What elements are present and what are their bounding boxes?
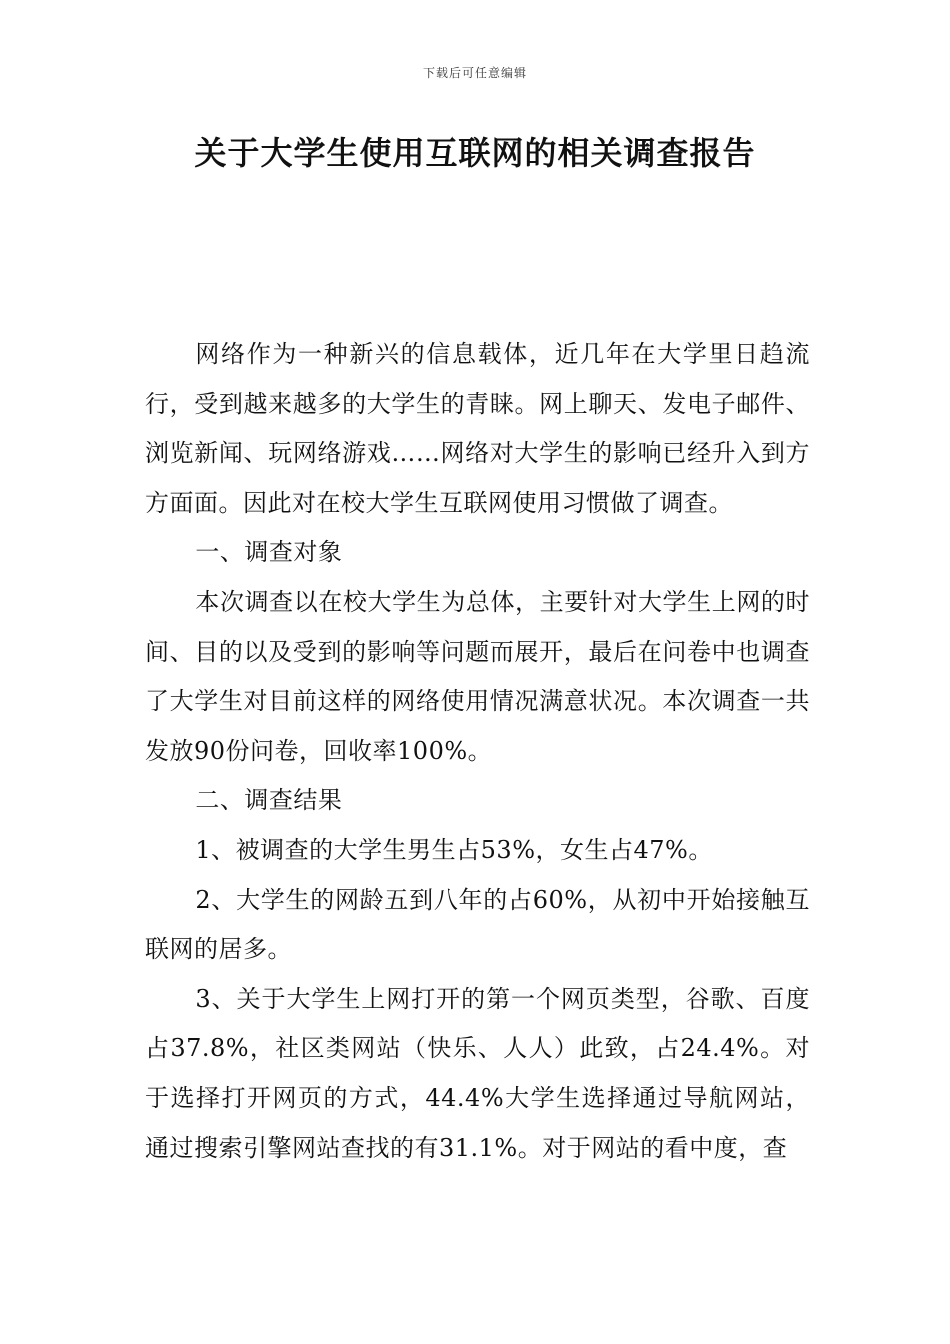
section-heading-survey-subject: 一、调查对象	[195, 538, 343, 567]
paragraph-result-2: 2、大学生的网龄五到八年的占60%，从初中开始接触互联网的居多。	[145, 885, 810, 964]
header-note: 下载后可任意编辑	[422, 66, 527, 80]
section-heading-survey-results: 二、调查结果	[195, 786, 343, 815]
paragraph-intro: 网络作为一种新兴的信息载体，近几年在大学里日趋流行，受到越来越多的大学生的青睐。网上聊天、发电子邮件、浏览新闻、玩网络游戏……网络对大学生的影响已经升入到方方面面。因此对在校大学生互联网使用习惯做了调查。	[145, 340, 810, 517]
document-title: 关于大学生使用互联网的相关调查报告	[194, 134, 756, 172]
paragraph-survey-subject: 本次调查以在校大学生为总体，主要针对大学生上网的时间、目的以及受到的影响等问题而展开，最后在问卷中也调查了大学生对目前这样的网络使用情况满意状况。本次调查一共发放90份问卷，回收率100%。	[145, 587, 810, 765]
document-body	[145, 330, 810, 1173]
paragraph-result-1: 1、被调查的大学生男生占53%，女生占47%。	[195, 835, 713, 864]
paragraph-result-3: 3、关于大学生上网打开的第一个网页类型，谷歌、百度占37.8%，社区类网站（快乐、人人）此致，占24.4%。对于选择打开网页的方式，44.4%大学生选择通过导航网站，通过搜索引擎网站查找的有31.1%。对于网站的看中度，查	[145, 984, 810, 1162]
